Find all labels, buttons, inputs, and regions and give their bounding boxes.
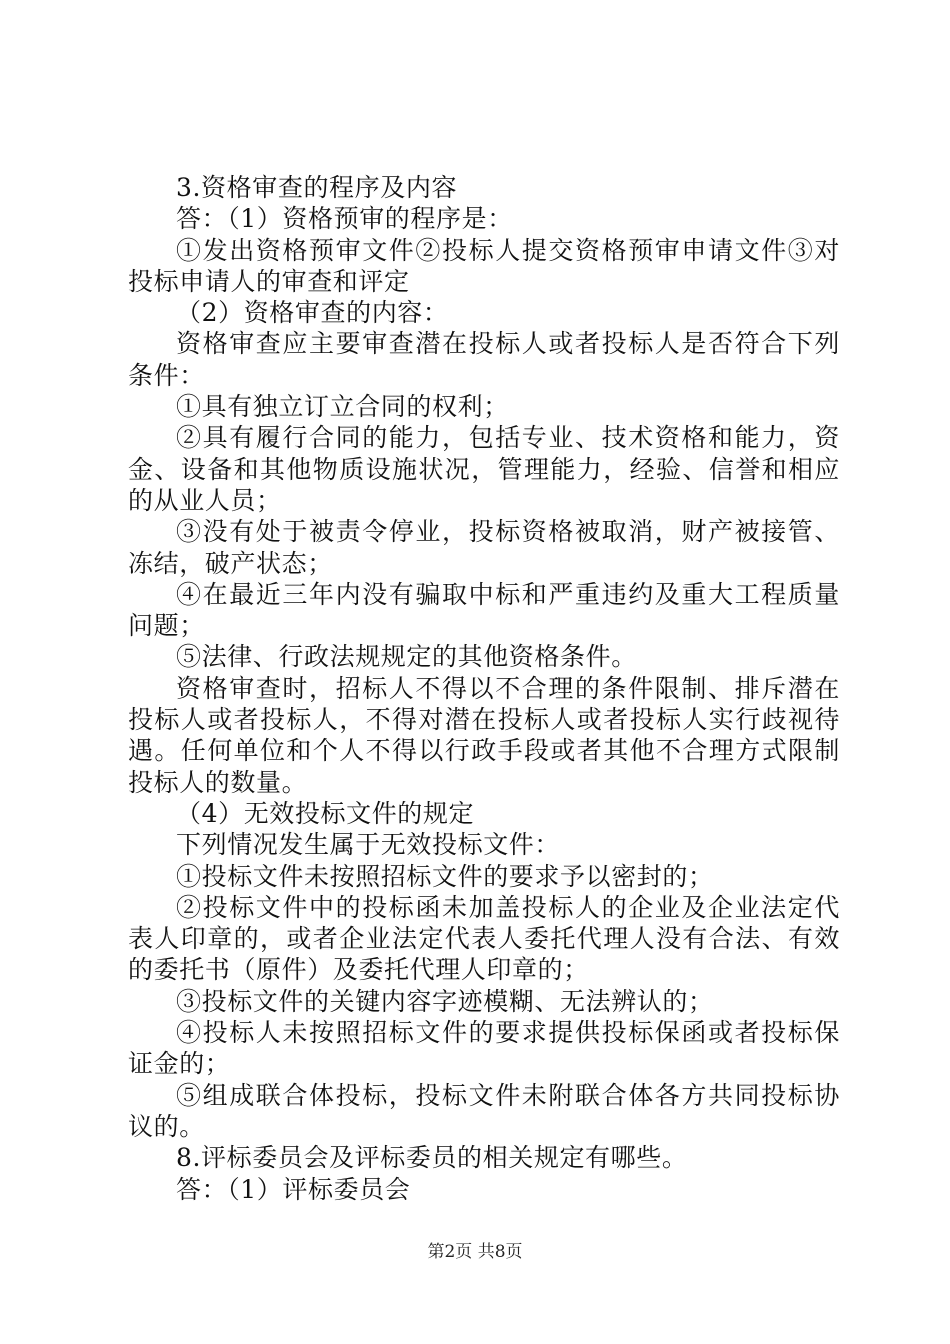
review-content-intro: 资格审查应主要审查潜在投标人或者投标人是否符合下列条件： [128,329,840,390]
condition-item-4: ④在最近三年内没有骗取中标和严重违约及重大工程质量问题； [128,579,840,641]
heading-evaluation-committee: 8.评标委员会及评标委员的相关规定有哪些。 [176,1143,688,1173]
subheading-review-content: （2）资格审查的内容： [176,298,449,328]
page-number-footer: 第2页 共8页 [427,1242,523,1262]
invalid-bids-intro: 下列情况发生属于无效投标文件： [176,830,561,860]
document-body [128,172,840,1205]
answer-evaluation-committee: 答：（1）评标委员会 [176,1174,411,1204]
subheading-invalid-bids: （4）无效投标文件的规定 [176,798,475,828]
invalid-item-4: ④投标人未按照招标文件的要求提供投标保函或者投标保证金的； [128,1018,840,1079]
condition-item-2: ②具有履行合同的能力，包括专业、技术资格和能力，资金、设备和其他物质设施状况，管理能力，经验、信誉和相应的从业人员； [128,423,840,515]
invalid-item-1: ①投标文件未按照招标文件的要求予以密封的； [176,861,714,891]
condition-item-5: ⑤法律、行政法规规定的其他资格条件。 [176,642,637,672]
invalid-item-3: ③投标文件的关键内容字迹模糊、无法辨认的； [176,986,714,1016]
answer-prequalification-procedure: 答：（1）资格预审的程序是： [176,204,513,234]
review-restriction-paragraph: 资格审查时，招标人不得以不合理的条件限制、排斥潜在投标人或者投标人，不得对潜在投标人或者投标人实行歧视待遇。任何单位和个人不得以行政手段或者其他不合理方式限制投标人的数量。 [128,673,840,797]
invalid-item-2: ②投标文件中的投标函未加盖投标人的企业及企业法定代表人印章的，或者企业法定代表人委托代理人没有合法、有效的委托书（原件）及委托代理人印章的； [128,892,840,985]
condition-item-1: ①具有独立订立合同的权利； [176,392,509,422]
invalid-item-5: ⑤组成联合体投标，投标文件未附联合体各方共同投标协议的。 [128,1080,840,1141]
condition-item-3: ③没有处于被责令停业，投标资格被取消，财产被接管、冻结，破产状态； [128,517,840,578]
heading-qualification-review: 3.资格审查的程序及内容 [176,173,458,202]
procedure-steps: ①发出资格预审文件②投标人提交资格预审申请文件③对投标申请人的审查和评定 [128,235,840,296]
